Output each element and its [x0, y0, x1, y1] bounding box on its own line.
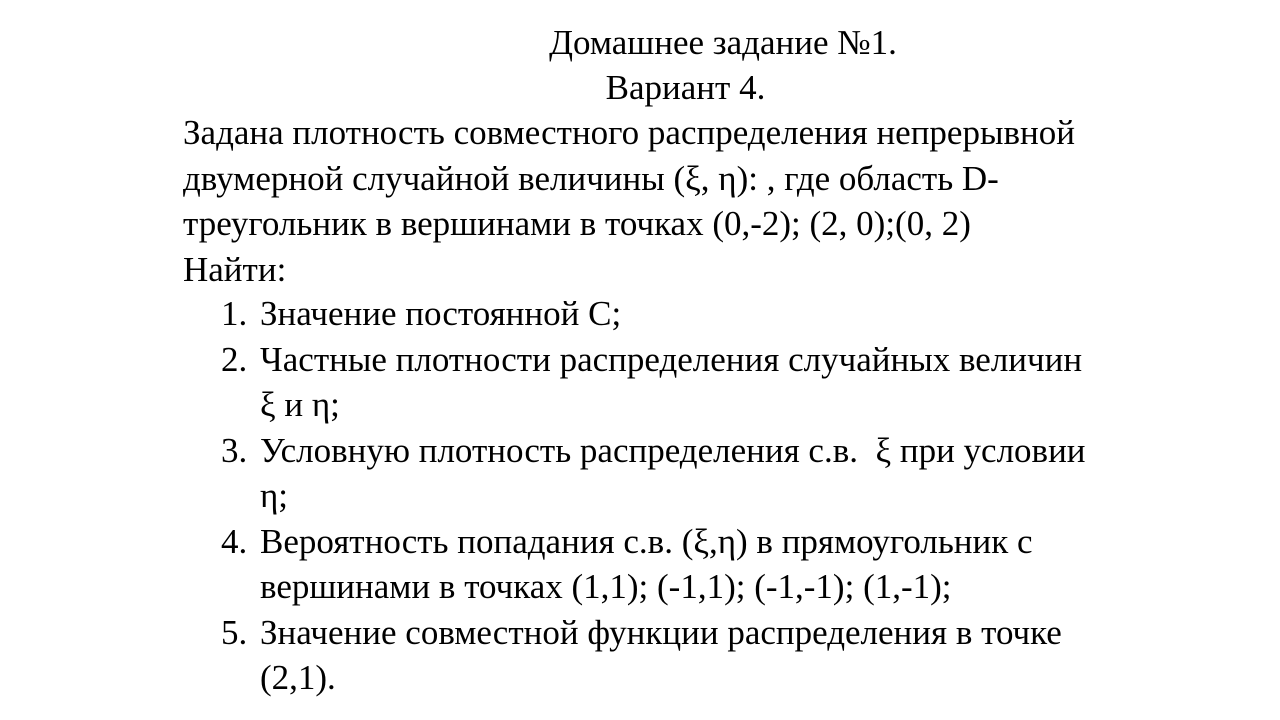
task-text: Условную плотность распределения с.в. ξ при условии	[260, 430, 1086, 470]
page-title: Домашнее задание №1.	[549, 23, 897, 62]
find-label: Найти:	[183, 249, 287, 289]
statement-line: треугольник в вершинами в точках (0,-2); (2, 0);(0, 2)	[183, 204, 971, 243]
task-text: Частные плотности распределения случайных величин	[260, 339, 1083, 379]
task-number: 3.	[221, 430, 248, 470]
task-number: 1.	[221, 294, 248, 333]
task-list	[221, 291, 1201, 701]
variant-title: Вариант 4.	[605, 68, 766, 107]
statement-line: Задана плотность совместного распределения непрерывной	[183, 113, 1075, 152]
task-text-continued: вершинами в точках (1,1); (-1,1); (-1,-1); (1,-1);	[260, 567, 952, 606]
task-text: Значение постоянной С;	[260, 294, 622, 333]
problem-statement	[183, 110, 1183, 292]
task-item	[221, 337, 1201, 428]
task-text-continued: η;	[260, 476, 289, 515]
task-number: 5.	[221, 612, 248, 652]
task-item	[221, 428, 1201, 519]
task-item	[221, 519, 1201, 610]
task-text: Вероятность попадания с.в. (ξ,η) в прямоугольник с	[260, 521, 1033, 561]
task-text-continued: ξ и η;	[260, 385, 340, 424]
task-item	[221, 610, 1201, 701]
task-number: 2.	[221, 339, 248, 379]
task-item	[221, 291, 1201, 337]
task-text-continued: (2,1).	[260, 658, 336, 697]
task-number: 4.	[221, 521, 248, 561]
task-text: Значение совместной функции распределения в точке	[260, 612, 1062, 652]
statement-line: двумерной случайной величины (ξ, η): , где область D-	[183, 158, 999, 198]
